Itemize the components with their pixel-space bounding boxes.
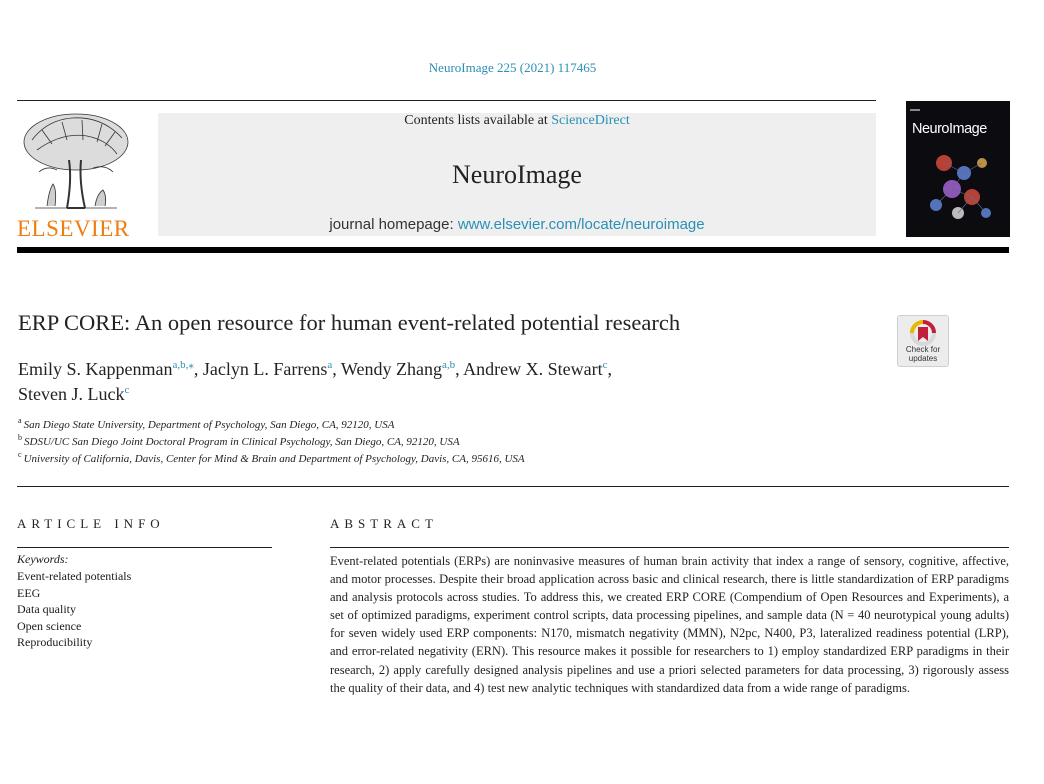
publisher-logo-text: ELSEVIER — [17, 216, 130, 241]
author-list — [18, 357, 878, 407]
homepage-prefix: journal homepage: — [329, 216, 458, 233]
affiliation-marker: c — [18, 450, 22, 460]
badge-label — [898, 345, 948, 363]
affiliation-marker: b — [18, 433, 22, 443]
cover-title: NeuroImage — [912, 121, 987, 137]
sciencedirect-link[interactable]: ScienceDirect — [551, 113, 630, 128]
section-rule — [17, 486, 1009, 487]
badge-label-line1: Check for — [905, 345, 941, 354]
abstract-heading: ABSTRACT — [330, 516, 438, 531]
journal-name: NeuroImage — [452, 160, 582, 189]
affiliation-text: SDSU/UC San Diego Joint Doctoral Program in Clinical Psychology, San Diego, CA, 92120, USA — [24, 436, 460, 448]
keyword-item: Event-related potentials — [17, 569, 132, 583]
author-name[interactable]: Jaclyn L. Farrens — [202, 359, 328, 379]
author-affiliation-marker[interactable]: a,b — [441, 359, 456, 371]
author-name[interactable]: Andrew X. Stewart — [463, 359, 603, 379]
author-separator: , — [332, 359, 341, 379]
author-name[interactable]: Steven J. Luck — [18, 384, 125, 404]
top-rule — [17, 100, 876, 101]
keyword-item: Open science — [17, 618, 82, 633]
author-name[interactable]: Wendy Zhang — [340, 359, 442, 379]
check-for-updates-button[interactable] — [897, 315, 949, 367]
affiliation-b — [18, 433, 460, 448]
badge-label-line2: updates — [908, 354, 938, 363]
keyword-item: EEG — [17, 585, 41, 600]
article-info-heading: ARTICLE INFO — [17, 516, 165, 531]
affiliation-marker: a — [18, 416, 22, 426]
keyword-item: Data quality — [17, 602, 76, 616]
keywords-label: Keywords: — [17, 552, 69, 566]
author-separator: , — [193, 359, 203, 379]
author-affiliation-marker[interactable]: a,b,⁎ — [172, 359, 194, 371]
homepage-link[interactable]: www.elsevier.com/locate/neuroimage — [457, 216, 705, 233]
journal-citation[interactable]: NeuroImage 225 (2021) 117465 — [428, 60, 597, 75]
affiliation-text: San Diego State University, Department of Psychology, San Diego, CA, 92120, USA — [23, 419, 395, 431]
article-title: ERP CORE: An open resource for human event-related potential research — [18, 310, 681, 335]
contents-line — [158, 113, 876, 129]
author-affiliation-marker[interactable]: c — [602, 359, 608, 371]
affiliation-a — [18, 416, 395, 431]
article-info-rule — [17, 547, 272, 548]
author-separator: , — [607, 359, 612, 379]
author-affiliation-marker[interactable]: c — [124, 384, 130, 396]
cover-art-icon — [906, 101, 1010, 237]
keyword-list — [17, 568, 131, 651]
abstract-text: Event-related potentials (ERPs) are noninvasive measures of human brain activity that index a range of sensory, cognitive, affective, and motor processes. Despite their broad application across basic and clinical research, there is little standardization of ERP paradigms and analysis protocols across studies. To address this, we created ERP CORE (Compendium of Open Resources and Experiments), a set of optimized paradigms, experiment control scripts, data processing pipelines, and sample data (N = 40 neurotypical young adults) for seven widely used ERP components: N170, mismatch negativity (MMN), N2pc, N400, P3, lateralized readiness potential (LRP), and error-related negativity (ERN). This resource makes it possible for researchers to 1) employ standardized ERP paradigms in their research, 2) apply carefully designed analysis pipelines and use a priori selected parameters for data processing, 3) rigorously assess the quality of their data, and 4) test new analytic techniques with standardized data from a wide range of paradigms. — [330, 554, 1009, 695]
affiliation-text: University of California, Davis, Center for Mind & Brain and Department of Psychology, Davis, CA, 95616, USA — [23, 453, 525, 465]
keyword-item: Reproducibility — [17, 635, 93, 649]
journal-cover-image[interactable] — [906, 101, 1010, 237]
abstract-rule — [330, 547, 1009, 548]
author-affiliation-marker[interactable]: a — [327, 359, 333, 371]
thick-rule — [17, 247, 1009, 253]
contents-prefix: Contents lists available at — [404, 113, 552, 128]
journal-homepage-line — [158, 216, 876, 233]
affiliation-c — [18, 450, 525, 465]
author-name[interactable]: Emily S. Kappenman — [18, 359, 173, 379]
author-separator: , — [455, 359, 464, 379]
